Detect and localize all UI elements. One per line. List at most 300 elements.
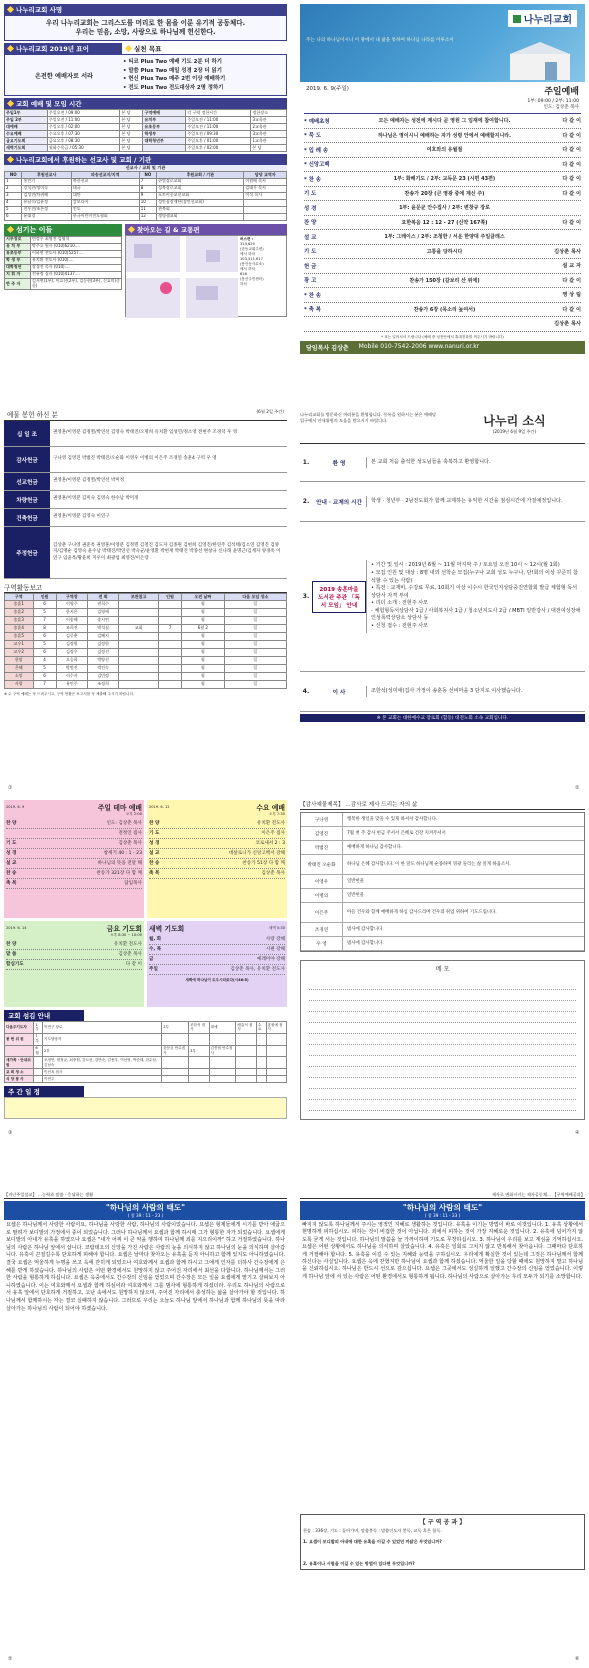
staff-header: 섬기는 이들	[4, 224, 122, 236]
missions-cell: 성안심장재단(경인선교회)	[157, 199, 244, 206]
thanks-text: 범사에 감사합니다.	[347, 940, 384, 946]
serve-cell	[162, 1033, 189, 1045]
missions-cell: 4	[5, 199, 22, 206]
lesson-questions-box: 【 구 역 공 과 】 찬송 : 336장, 기도 : 돌아가며, 말씀봉독 : 말씀인도자 봉독, 교독 혹은 합독. 1. 요셉이 보디발의 아내에 대한 유혹을 이길 수 있었던 까닭은 무엇입니까? 2. 유혹이나 시험을 이길 수 있는 방법이 있다면 무엇입니까?	[300, 1514, 585, 1570]
report-cell: 6	[33, 632, 56, 640]
report-cell: 5	[33, 640, 56, 648]
serve-cell	[162, 1057, 189, 1069]
times-cell: 본 당	[251, 144, 287, 151]
report-cell: 일	[224, 632, 286, 640]
offering-row	[4, 509, 287, 527]
order-label: * 축 복	[304, 307, 321, 314]
report-title: 구역활동보고	[4, 582, 287, 593]
report-cell	[119, 632, 159, 640]
memo-line	[309, 990, 576, 1001]
report-row	[5, 680, 287, 688]
report-cell	[158, 632, 181, 640]
missions-col-header: NO	[5, 171, 22, 178]
order-content: 고통을 당하시다	[426, 248, 463, 255]
serve-cell: 수요	[256, 1022, 266, 1034]
news-content: 조한석(성미애)집사 가정이 송훈동 선비마을 3 단지로 이사했습니다.	[366, 686, 585, 698]
missions-cell	[244, 213, 287, 220]
church-map	[126, 236, 238, 318]
serve-row	[5, 1033, 287, 1045]
order-label: 찬 양	[304, 220, 317, 227]
report-cell	[119, 616, 159, 624]
serve-cell: 1부	[34, 1022, 43, 1034]
report-cell: 교우2	[5, 648, 34, 656]
missions-cell: 성북장로교회	[157, 185, 244, 192]
sermon-head: 【지난주일설교】 ...능력과 말씀 · 응답하는 생활	[4, 1192, 287, 1199]
thanks-name: 이병의	[301, 889, 343, 902]
report-cell: 이영주	[56, 600, 87, 608]
offering-row	[4, 421, 287, 447]
times-cell: 주일오전 / 11:00	[186, 123, 251, 130]
times-row	[5, 130, 287, 137]
serve-cell: 조한석 집사	[189, 1022, 209, 1034]
report-row	[5, 608, 287, 616]
thanks-name: 박태진 오순화	[301, 855, 343, 874]
missions-cell	[244, 199, 287, 206]
goal-item: • 말씀 Plus Two 매일 성경 2장 더 읽기	[123, 67, 222, 74]
news-item	[300, 672, 585, 712]
service-row-value: 창세기 40 : 1 - 23	[103, 851, 142, 856]
serve-cell	[34, 1057, 43, 1069]
page-number: ④	[575, 1130, 580, 1136]
order-row	[304, 230, 581, 245]
order-row	[304, 216, 581, 231]
news-list	[300, 443, 585, 712]
order-content: 하나님은 영이시니 예배하는 자가 성령 안에서 예배할지니라.	[377, 132, 512, 139]
report-cell: 6	[33, 672, 56, 680]
times-cell: 금요기도회	[5, 137, 48, 144]
report-cell: 월	[182, 680, 225, 688]
serve-header: 교회 섬김 안내	[4, 1010, 84, 1021]
news-content: 본 교회 처음 출석한 성도님들을 축복하고 환영합니다.	[366, 457, 585, 469]
serve-cell	[209, 1069, 236, 1076]
service-row-label: 성 경	[149, 841, 160, 846]
serve-cell	[236, 1076, 256, 1083]
staff-role: 반 주 자	[5, 278, 31, 290]
missions-cell: 관북회	[157, 206, 244, 213]
news-number: 4.	[302, 688, 310, 695]
missions-cell: 홍민기	[22, 178, 71, 185]
serve-row	[5, 1076, 287, 1083]
report-cell: 5	[33, 664, 56, 672]
report-col-header: 다음 모임 장소	[224, 594, 286, 601]
service-row-value: 전정인 집사	[118, 831, 142, 836]
report-cell: 6	[33, 600, 56, 608]
service-row	[149, 869, 285, 879]
page-number: ①	[8, 785, 13, 791]
missions-cell: 태국	[71, 185, 139, 192]
order-row	[304, 245, 581, 260]
service-row	[149, 859, 285, 869]
serve-cell: 다음주기도자	[5, 1022, 34, 1034]
service-row-label: 수, 목	[149, 947, 162, 952]
order-person: 김상춘 목사	[554, 248, 581, 255]
staff-names: 변정우 최명진 김영석	[31, 236, 122, 243]
report-cell: 김혜지	[87, 632, 118, 640]
motto: 온전한 예배자로 서라	[34, 72, 94, 80]
times-row	[5, 144, 287, 151]
order-content: 1부: 윤문균 안수집사 / 2부: 변창규 장로	[399, 205, 490, 212]
report-col-header: 구역장	[56, 594, 87, 601]
church-logo: 나누리교회	[508, 10, 577, 27]
thanks-row	[301, 923, 584, 937]
service-row	[6, 829, 142, 839]
serve-row	[5, 1045, 287, 1057]
order-label: * 찬 송	[304, 176, 321, 183]
report-cell: 교우1	[5, 640, 34, 648]
serve-row	[5, 1057, 287, 1069]
order-label: 기 도	[304, 249, 317, 256]
serve-cell	[162, 1069, 189, 1076]
memo-line	[309, 1056, 576, 1067]
memo-line	[309, 1100, 576, 1111]
serve-cell: 배효석 집사	[236, 1022, 256, 1034]
report-cell: 일	[224, 600, 286, 608]
report-cell: 오승희	[56, 656, 87, 664]
service-row-label: 월, 화	[149, 937, 162, 942]
memo-line	[309, 1067, 576, 1078]
page-news	[300, 412, 585, 772]
report-row	[5, 632, 287, 640]
goal-item: • 헌신 Plus Two 매주 2번 이상 예배하기	[123, 76, 226, 82]
report-cell	[158, 664, 181, 672]
staff-row	[5, 278, 122, 290]
report-cell: 은혜	[5, 664, 34, 672]
order-label: 설 교	[304, 234, 317, 241]
missions-row	[5, 213, 287, 220]
service-row-label: 찬 송	[149, 861, 160, 866]
order-person: 다 같 이	[562, 132, 581, 139]
report-row	[5, 656, 287, 664]
serve-cell	[34, 1076, 43, 1083]
times-row	[5, 116, 287, 123]
serve-cell	[162, 1076, 189, 1083]
report-cell: 일	[224, 648, 286, 656]
news-content: • 기간 및 일시 : 2019년 6월 ~ 11월 마지막 주 / 토요일 오전 10시 ~ 12시(월 1회) • 모집 인원 및 대상 : 8명 내외 선착순 모집(누구나 교회 성도 누구나, 단!회의 이상 꾸준히 참석할 수 있는 사람) • 특전 : 교재비, 수강료 무료, 10회기 이상 이수시 한국인지상담중진연합회 발급 체험형 독서상담사 자격 부여 • 리더 소개 : 전현주 사모 - 체험형독서상담사 1급 / 사회복지사 1급 / 청소년지도사 2급 / MBTI 일반강사 / 대전여성장애인성폭력상담소 상담사 등 • 신청 접수 : 전현주 사모	[366, 560, 585, 632]
missions-cell: 9	[139, 192, 156, 199]
service-row-value: 김상춘 목사	[261, 871, 285, 876]
report-cell: 박석심	[87, 624, 118, 632]
service-row-value: 유치환 전도사	[113, 942, 142, 947]
offering-type: 십 일 조	[4, 421, 50, 446]
missions-cell: 3	[5, 192, 22, 199]
order-row	[304, 172, 581, 187]
serve-cell	[34, 1069, 43, 1076]
thanks-text: 행복한 생일을 맞을 수 있게 하셔서 감사합니다.	[347, 816, 438, 822]
serve-row	[5, 1022, 287, 1034]
page-cell-lesson	[300, 1192, 585, 1652]
report-row	[5, 616, 287, 624]
serve-cell	[189, 1057, 209, 1069]
order-person: 다 같 이	[562, 277, 581, 284]
staff-names: 유치환 전도사 (010)....	[31, 257, 122, 264]
service-row-label: 찬 양	[6, 821, 17, 826]
news-number: 1.	[302, 459, 310, 466]
times-cell: 주일오전 / 09:30	[186, 130, 251, 137]
order-row	[304, 201, 581, 216]
report-cell: 한지은	[56, 608, 87, 616]
report-cell: 송훈1	[5, 600, 34, 608]
service-row-value: 찬송가 321장 다 함 께	[96, 871, 142, 876]
missions-col-header: 후원선교사	[22, 171, 71, 178]
times-cell: 본 당	[120, 130, 143, 137]
order-content: 찬송가 6장 (목소리 높여서)	[413, 306, 476, 313]
order-person: 설 교 자	[562, 263, 581, 270]
schedule-header: 주 간 일 정	[4, 1086, 84, 1097]
order-label: * 입 례 송	[304, 147, 329, 154]
offering-type: 차량헌금	[4, 491, 50, 508]
thanks-name: 구나영	[301, 813, 343, 826]
serve-cell	[266, 1069, 286, 1076]
offering-row	[4, 491, 287, 509]
missions-cell: 12	[139, 213, 156, 220]
thanks-row	[301, 855, 584, 875]
church-building-image	[505, 40, 575, 80]
news-label: 2019 송훈마을 도서관 주관 「독서 모임」 안내	[312, 581, 366, 613]
missions-cell: 5	[5, 206, 22, 213]
report-cell: 월	[182, 600, 225, 608]
report-cell: 송훈5	[5, 632, 34, 640]
service-row-value: 김상춘 목사	[118, 952, 142, 957]
offering-names: 김상춘 구나영 권준옥 권영훈/이영분 김정렬 김철진 김도자 김종원 김현희 김영진/한연주 김석태/김소연 김영진 김양지/김명순 김영숙 윤수남 박태진/박연선 박숙균/윤영환 박현재 박태진 박종선 변창규 신나래 윤명근/김계자 양경옥 이연구 임윤옥/황윤희 지우이 최광섭 최영진/이은랑	[53, 542, 281, 561]
page-number: ⑥	[575, 1656, 580, 1662]
report-col-header: 인원	[33, 594, 56, 601]
missions-table	[4, 171, 287, 221]
service-row-value: 데살로니가 신앙고백서 강해	[228, 851, 285, 856]
report-cell: 일	[224, 672, 286, 680]
times-cell: 주일오후 / 01:00	[186, 137, 251, 144]
service-row	[6, 950, 142, 960]
thanks-text: 하나님 은혜 감사합니다. 이 한 달도 하나님께 순종하며 영광 돌리는 삶 살게 하옵소서.	[347, 861, 511, 867]
order-content: 1부: 화해기도 / 2부: 교독문 23 (시편 43편)	[393, 176, 496, 183]
report-cell: 일	[224, 656, 286, 664]
page-number: ②	[575, 785, 580, 791]
order-person: 영 상 팀	[562, 292, 581, 299]
service-row-label: 기 도	[6, 841, 17, 846]
report-cell: 일	[224, 616, 286, 624]
lesson-body: 빠지지 않도록 하나님께서 주시는 영적인 지혜로 생활하는 것입니다. 유혹을 이기는 방법이 바로 이것입니다. 1. 유혹 상황에서 현명하게 피하십시오. 피하는 것이 비겁한 것이 아닙니다. 죄에서 피하는 것이 가장 지혜로운 것입니다. 2. 유혹에 넘어가지 않도록 굳게 서는 것입니다. 하나님의 말씀을 늘 가까이하며 기도로 무장하십시오. 3. 하나님이 우리를 보고 계심을 기억하십시오. 요셉은 어떤 상황에서도 하나님을 의식하며 살았습니다. 4. 유혹은 일회로 그치지 않고 반복해서 찾아옵니다. 그때마다 단호하게 거절해야 합니다. 5. 유혹을 이길 수 있는 지혜와 능력을 구하십시오. 우리에게 확실한 것이 있는데 그것은 하나님께서 함께 하신다는 사실입니다. 요셉은 옥에 갇혔지만 하나님이 요셉과 함께 하셨습니다. 억울한 일을 당할 때에도 원망하지 말고 하나님을 신뢰하십시오. 하나님은 반드시 선으로 갚으십니다. 요셉은 그곳에서도 성실하게 일했고 간수장의 신임을 얻었습니다. 이렇게 하나님 앞에 서 있는 사람은 어떤 환경에서도 형통하게 됩니다. 하나님의 사람으로 살아가는 우리 모두가 되기를 소망합니다.	[302, 1222, 583, 1280]
report-row	[5, 664, 287, 672]
report-cell: 송훈4	[5, 624, 34, 632]
times-cell: 학생부	[143, 130, 186, 137]
report-col-header: 보완참고	[119, 594, 159, 601]
report-cell: 5	[33, 608, 56, 616]
offering-row	[4, 527, 287, 579]
report-cell	[119, 656, 159, 664]
news-label: 이 사	[332, 689, 346, 696]
news-footer: ※ 본 교회는 대한예수교 장로회 (합동) 대전노회 소속 교회입니다.	[300, 714, 585, 722]
times-cell: 새벽기도회	[5, 144, 48, 151]
missions-cell: 1	[5, 178, 22, 185]
report-row	[5, 648, 287, 656]
report-cell	[119, 680, 159, 688]
times-cell: 수요예배	[5, 130, 48, 137]
missions-cell: 10	[139, 199, 156, 206]
missions-cell: 생명샘교회	[157, 213, 244, 220]
serve-cell	[256, 1057, 266, 1069]
vision-box: 우리 나누리교회는 그리스도를 머리로 한 몸을 이룬 유기적 공동체다. 우리는 믿음, 소망, 사랑으로 하나님께 헌신한다.	[4, 15, 287, 41]
diamond-icon	[7, 6, 14, 13]
lesson-title-bar: "하나님의 사람의 태도" ( 창 39 : 11 - 23 )	[300, 1201, 585, 1220]
times-row	[5, 110, 287, 117]
service-row-value: 하나님의 뜻을 전달 해	[97, 861, 142, 866]
order-label: * 예배초청	[304, 118, 330, 125]
thanks-list	[300, 812, 585, 952]
order-person: 다 같 이	[562, 161, 581, 168]
service-row-label: 성 경	[6, 851, 17, 856]
service-row-value: 코로새서 2 : 3	[255, 841, 285, 846]
service-row	[6, 869, 142, 879]
goal-item: • 전도 Plus Two 전도대상자 2명 정하기	[123, 84, 224, 91]
news-item	[300, 522, 585, 672]
offering-type: 주정헌금	[4, 527, 50, 578]
goal-item: • 티코 Plus Two 예배 기도 2분 더 하기	[123, 59, 222, 65]
offering-type: 건축헌금	[4, 509, 50, 526]
report-cell	[158, 616, 181, 624]
times-cell: 3교육관	[251, 116, 287, 123]
service-row-label: 축 복	[149, 871, 160, 876]
cover-banner	[300, 4, 585, 82]
missions-col-header: 후원교회 / 기관	[157, 171, 244, 178]
pastor-bar: 담임목사 김상춘 Mobile 010-7542-2006 www.nanuri.or.kr	[300, 341, 585, 354]
serve-cell: 이선옥 집사	[43, 1069, 162, 1076]
news-label: 안내 · 교제의 시간	[316, 499, 362, 506]
bus-info: 버스편 : 314,620 (한동교회주변) 에서 하차 103,311,617 (용산동사무소) 에서 하차 616 (용산주민센터) 하차	[240, 236, 264, 286]
missions-cell: 강석찬/정미숙	[22, 185, 71, 192]
serve-cell: 새가족 · 안내위원	[5, 1057, 34, 1069]
times-cell: 주일오전 / 11:00	[47, 116, 120, 123]
order-person: 김상춘 목사	[554, 321, 581, 328]
report-cell: 월	[182, 656, 225, 664]
times-cell: 주일오전 / 11:00	[186, 116, 251, 123]
order-row	[304, 259, 581, 274]
offering-row	[4, 447, 287, 473]
diamond-icon	[7, 45, 14, 52]
order-person: 다 같 이	[562, 306, 581, 313]
serve-cell	[189, 1076, 209, 1083]
order-person: 다 같 이	[562, 176, 581, 183]
report-cell: 송훈3	[5, 616, 34, 624]
report-cell: 6	[33, 648, 56, 656]
missions-cell: 7	[139, 178, 156, 185]
missions-col-header: 파송선교지/지역	[71, 171, 139, 178]
report-cell: 사랑	[5, 680, 34, 688]
missions-cell	[244, 206, 287, 213]
serve-row	[5, 1069, 287, 1076]
goal-box	[4, 54, 287, 96]
practice-header: 실천 목표	[122, 43, 287, 54]
service-row-value: 다 같 이	[125, 962, 142, 967]
report-row	[5, 672, 287, 680]
service-row-label: 찬 양	[149, 821, 160, 826]
serve-cell: 김종엽 안수집사	[209, 1045, 236, 1057]
order-content: 모든 예배자는 성전에 계시다 곧 영원 그 임재에 참여합니다.	[378, 118, 511, 125]
serve-cell: 6월	[34, 1045, 43, 1057]
report-cell	[158, 672, 181, 680]
service-row-value: 찬송가 51장 다 함 께	[242, 861, 285, 866]
serve-cell	[209, 1057, 236, 1069]
report-cell: 김정원	[87, 640, 118, 648]
report-cell	[158, 608, 181, 616]
service-times: 1부: 09:00 / 2부: 11:00	[527, 99, 579, 104]
report-col-header: 인원	[158, 594, 181, 601]
times-cell: 주일오후 / 02:00	[186, 144, 251, 151]
memo-line	[309, 1023, 576, 1034]
service-row-label: 주일	[149, 967, 158, 972]
report-col-header: 전 회	[87, 594, 118, 601]
order-row	[304, 288, 581, 303]
thanks-name: 김영진	[301, 827, 343, 840]
missions-cell: 이석 목사	[244, 192, 287, 199]
service-row-label: 말 씀	[6, 952, 17, 957]
order-content: 찬송가 20장 (큰 영광 중에 계신 주)	[404, 190, 485, 197]
service-row-value: 이은주 집사	[261, 831, 285, 836]
times-header: 교회 예배 및 모임 시간	[4, 98, 287, 109]
serve-cell: 2부	[43, 1045, 162, 1057]
order-row	[304, 274, 581, 289]
dawn-box: 새벽 기도회 새벽 5:30 월, 화 사랑 강해 수, 목 시편 강해 금 예레미야 강해 주일 김상춘 목사, 유치환 전도사 새벽에 하나님이 도우시리로다(시46:5)	[147, 921, 287, 1007]
service-row-value: 사랑 강해	[265, 937, 285, 942]
news-number: 2.	[302, 498, 310, 505]
offerings-date: (6월 2일 주간)	[256, 409, 284, 414]
times-cell: 정한장소	[251, 110, 287, 117]
serve-cell: 홍원예 집사	[266, 1022, 286, 1034]
report-cell: 일	[224, 640, 286, 648]
report-cell: 월	[182, 640, 225, 648]
thanks-name: 이영우	[301, 875, 343, 888]
weekly-schedule-box	[4, 1097, 287, 1119]
order-content: 1부: 그레이스 / 2부: 조청한 / 서운 한양대 주일클래스	[384, 234, 505, 241]
serve-cell: 대예	[209, 1022, 236, 1034]
report-cell: 권희수	[87, 600, 118, 608]
report-cell: 김정선	[87, 648, 118, 656]
serve-cell	[256, 1069, 266, 1076]
report-cell: 7	[158, 624, 181, 632]
serve-cell: 이연주	[43, 1076, 162, 1083]
missions-cell: 김태우 목사	[244, 185, 287, 192]
report-cell: 조희진	[56, 624, 87, 632]
service-row	[149, 935, 285, 945]
report-cell: 유민주	[56, 680, 87, 688]
order-person: 다 같 이	[562, 190, 581, 197]
order-row	[304, 143, 581, 158]
service-row-value: 시편 강해	[265, 947, 285, 952]
service-leader: 인도: 김상춘 목사	[543, 105, 579, 110]
news-label: 환 영	[332, 460, 346, 467]
staff-role: 지 휘 자	[5, 271, 31, 278]
thanks-text: 아들 건우와 함께 예배하게 하심 감사드리며 건우의 취업 위하여 기도드립니다.	[347, 909, 497, 915]
report-cell: 김영애	[87, 608, 118, 616]
serve-cell	[266, 1045, 286, 1057]
staff-role: 학 생 부	[5, 257, 31, 264]
serve-cell	[266, 1033, 286, 1045]
service-row-label: 금	[149, 957, 154, 962]
times-cell: 주일오전 / 09:00	[47, 110, 120, 117]
report-cell: 월	[182, 608, 225, 616]
service-row-value: 예레미야 강해	[256, 957, 285, 962]
times-cell: 월화수목금 / 05:30	[47, 144, 120, 151]
offering-row	[4, 473, 287, 491]
serve-cell: 식 당 봉 사	[5, 1076, 34, 1083]
service-row	[149, 955, 285, 965]
times-row	[5, 123, 287, 130]
diamond-icon	[125, 45, 132, 52]
times-cell: 1교육관	[251, 137, 287, 144]
